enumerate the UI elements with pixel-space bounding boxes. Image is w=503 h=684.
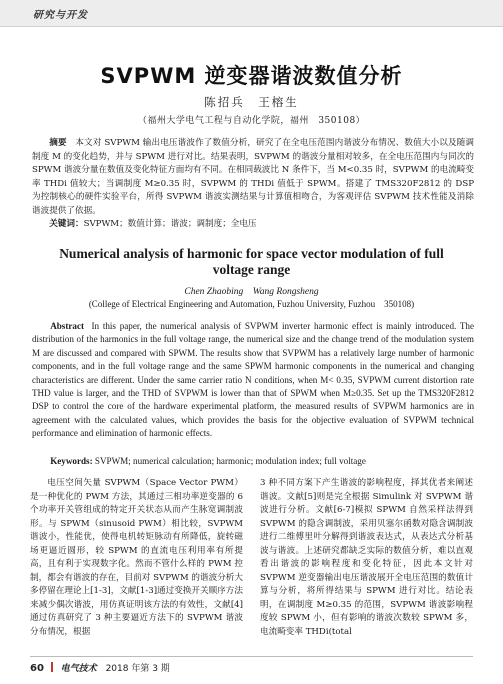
article-title-cn: SVPWM 逆变器谐波数值分析 [100, 64, 403, 88]
body-column-left: 电压空间矢量 SVPWM（Space Vector PWM）是一种优化的 PWM 方法，其通过三相功率逆变器的 6 个功率开关管组成的特定开关状态从而产生脉宽调制波形。与 SPWM（sinusoid PWM）相比较，SVPWM 谐波小，性能优，使得电机转矩脉动有所降低，旋转磁场更逼近圆形，较 SPWM 的直流电压利用率有所提高，且有利于实现数字化。然而不管什么样的 PWM 控制，都会有谐波的存在，目前对 SVPWM 的谐波分析大多停留在理论上[1-3]，文献[1-3]通过变换开关顺序方法来减少偶次谐波，用仿真证明该方法的有效性，文献[4]通过仿真研究了 3 种主要逼近方法下的 SVPWM 谐波分布情况，根据 [30, 478, 243, 637]
affiliation-en: (College of Electrical Engineering and Automation, Fuzhou University, Fuzhou 350108) [88, 299, 415, 309]
keywords-cn [32, 218, 474, 232]
keywords-cn-text: SVPWM；数值计算；谐波；调制度；全电压 [83, 219, 257, 229]
abstract-en-label: Abstract [50, 321, 85, 331]
section-label: 研究与开发 [33, 10, 88, 21]
header-band [0, 0, 503, 27]
page-number: 60 [30, 663, 44, 674]
keywords-cn-label: 关键词： [49, 219, 84, 229]
authors-cn: 陈招兵 王榕生 [204, 95, 299, 109]
footer-rule [30, 656, 473, 657]
authors-en: Chen Zhaobing Wang Rongsheng [184, 287, 319, 297]
body-column-right: 3 种不同方案下产生谐波的影响程度，择其优者来阐述谐波。文献[5]则是完全根据 Simulink 对 SVPWM 谐波进行分析。文献[6-7]模拟 SPWM 自然采样法得到 SVPWM 的隐含调制波，采用贝塞尔函数对隐含调制波进行二维傅里叶分解得到谐波表达式，从表达式分析基波与谐波。上述研究都缺乏实际的数值分析，难以直观看出谐波的影响程度和变化特征，因此本文针对 SVPWM 逆变器输出电压谐波展开全电压范围的数值计算与分析，将所得结果与 SPWM 进行对比。结论表明，在调制度 M≥0.35 的范围，SVPWM 谐波影响程度较 SPWM 小，但有影响的谐波次数较 SPWM 多，电流畸变率 THDi(total [260, 478, 473, 637]
journal-name: 电气技术 [60, 664, 97, 674]
footer-bar-icon [51, 662, 53, 672]
keywords-en-label: Keywords: [50, 456, 93, 466]
keywords-en-text: SVPWM; numerical calculation; harmonic; modulation index; full voltage [94, 456, 366, 466]
keywords-en [32, 455, 474, 468]
page-footer [30, 661, 170, 674]
abstract-en-text: In this paper, the numerical analysis of SVPWM inverter harmonic effect is mainly introduced. The distribution of the harmonics in the full voltage range, the numerical size and the change trend of the modulation system M are discussed and compared with SPWM. The results show that SVPWM has a relatively large number of harmonic components, and in the full voltage range and the same SPWM harmonic components in the numerical and changing characteristics are different. Under the same carrier ratio N conditions, when M< 0.35, SVPWM current distortion rate THD value is larger, and the THD of SVPWM is lower than that of SPWM when M≥0.35. Set up the TMS320F2812 DSP to control the core of the hardware experimental platform, the measured results of SVPWM harmonics are in agreement with the calculated values, which provides the basis for the objective evaluation of SVPWM technical performance and elimination of harmonic effects. [32, 321, 474, 439]
abstract-cn-label: 摘要 [49, 138, 67, 148]
issue-label: 2018 年第 3 期 [105, 664, 170, 674]
abstract-cn-text: 本文对 SVPWM 输出电压谐波作了数值分析，研究了在全电压范围内谐波分布情况、数值大小以及随调制度 M 的变化趋势，并与 SPWM 进行对比。结果表明，SVPWM 的谐波分量相对较多，在全电压范围内与同次的 SPWM 谐波分量在数值及变化特征方面均有不同。在相同载波比 N 条件下，当 M<0.35 时，SVPWM 的电流畸变率 THDi 值较大；当调制度 M≥0.35 时，SVPWM 的 THDi 值低于 SPWM。搭建了 TMS320F2812 的 DSP 为控制核心的硬件实验平台，所得 SVPWM 谐波实测结果与计算值相吻合，为客观评估 SVPWM 技术性能及消除谐波提供了依据。 [32, 138, 474, 216]
affiliation-cn: （福州大学电气工程与自动化学院，福州 350108） [137, 116, 366, 126]
article-title-en: Numerical analysis of harmonic for space vector modulation of full voltage range [59, 246, 444, 277]
abstract-en [32, 320, 474, 441]
abstract-cn [32, 137, 474, 219]
